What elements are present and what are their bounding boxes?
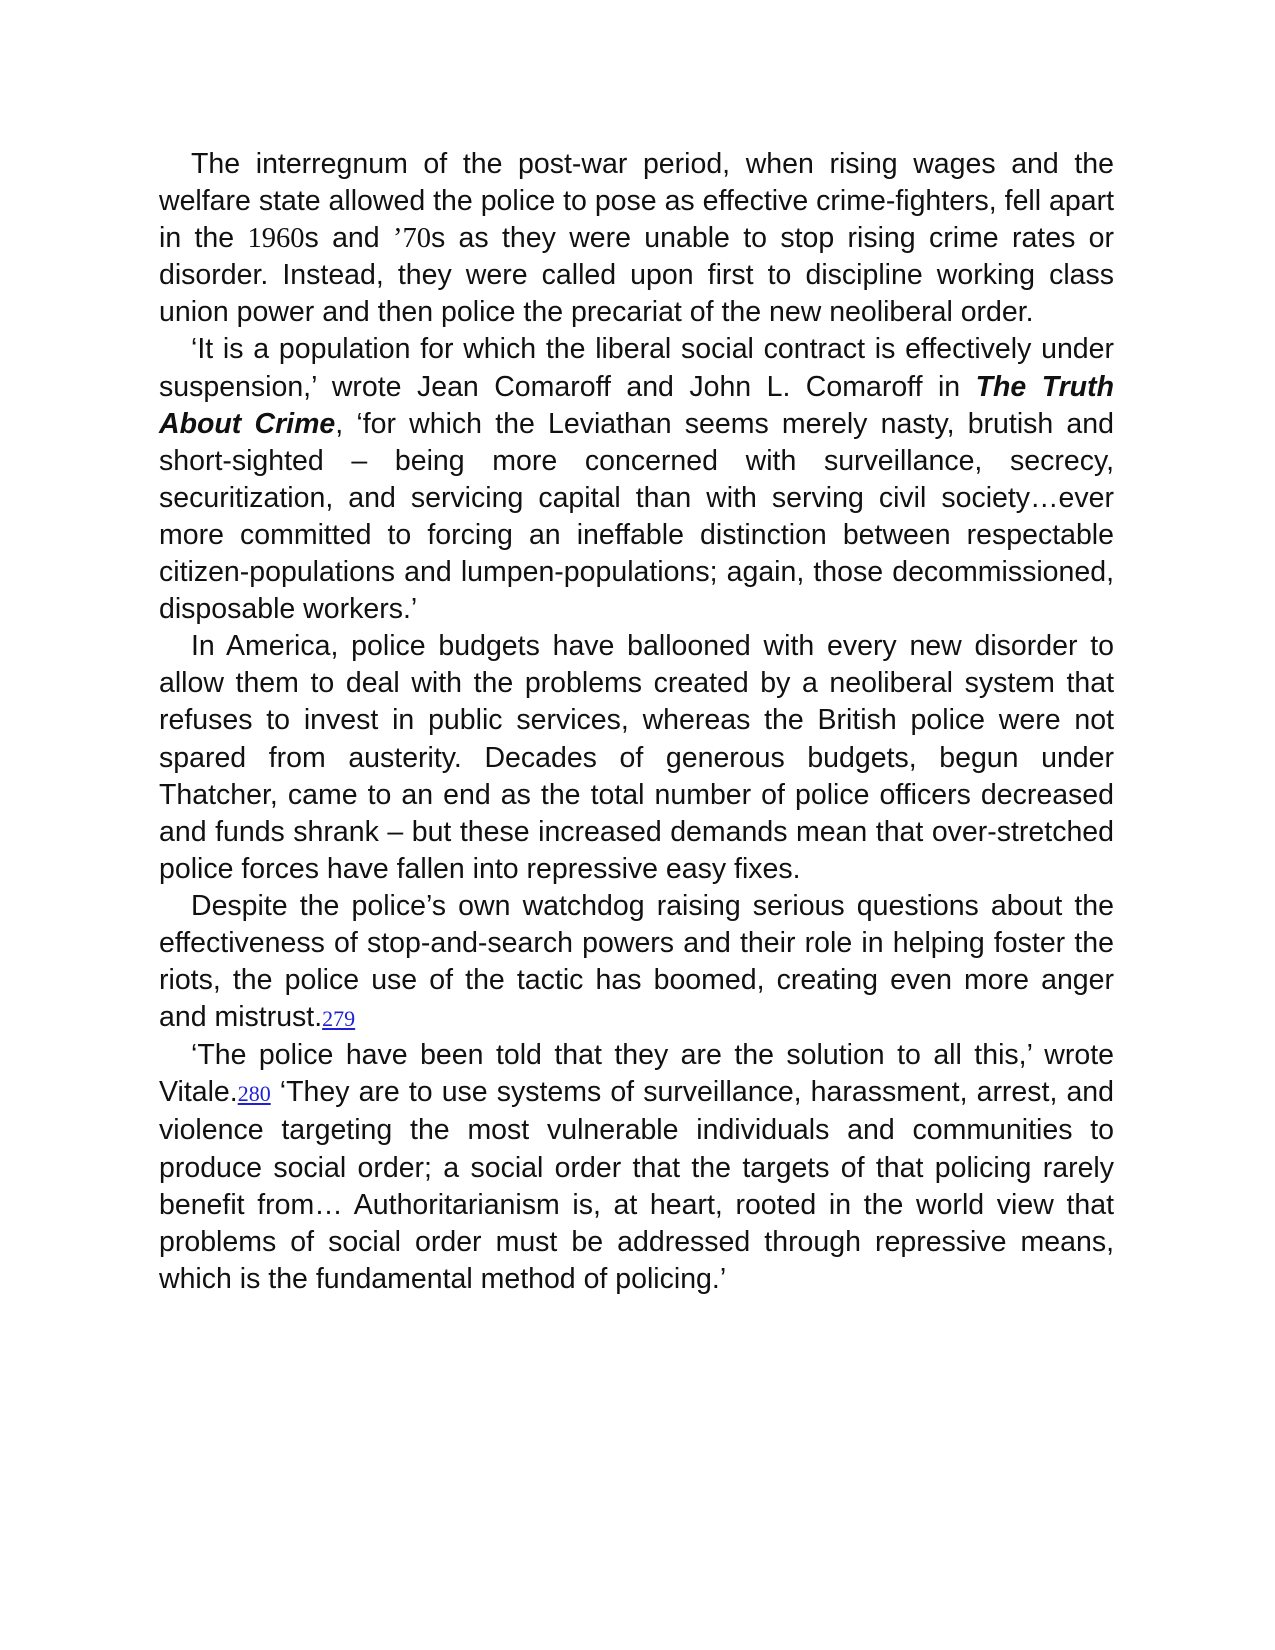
paragraph-2-text-a: ‘It is a population for which the liberal social contract is effectively under suspension,’ wrote Jean Comaroff and John L. Comaroff in xyxy=(159,333,1114,403)
footnote-link-279[interactable]: 279 xyxy=(322,1006,356,1032)
paragraph-4 xyxy=(159,888,1114,1037)
paragraph-1-text-a: The interregnum of the post-war period, when rising wages and the welfare state allowed the police to pose as effective crime-fighters, fell apart in the xyxy=(159,148,1114,255)
paragraph-1 xyxy=(159,146,1114,331)
paragraph-1-text-c: s as they were unable to stop rising crime rates or disorder. Instead, they were called upon first to discipline working class union power and then police the precariat of the new neoliberal order. xyxy=(159,222,1115,329)
paragraph-2-text-b: , ‘for which the Leviathan seems merely nasty, brutish and short-sighted – being more concerned with surveillance, secrecy, securitization, and servicing capital than with serving civil society…ever more committed to forcing an ineffable distinction between respectable citizen-populations and lumpen-populations; again, those decommissioned, disposable workers.’ xyxy=(159,407,1114,626)
footnote-link-280[interactable]: 280 xyxy=(237,1081,271,1107)
paragraph-3-text: In America, police budgets have ballooned with every new disorder to allow them to deal with the problems created by a neoliberal system that refuses to invest in public services, whereas the British police were not spared from austerity. Decades of generous budgets, begun under Thatcher, came to an end as the total number of police officers decreased and funds shrank – but these increased demands mean that over-stretched police forces have fallen into repressive easy fixes. xyxy=(159,630,1114,885)
paragraph-3 xyxy=(159,628,1114,888)
paragraph-1-text-b: s and xyxy=(304,222,393,255)
paragraph-5 xyxy=(159,1037,1114,1298)
paragraph-5-text-a: ‘The police have been told that they are the solution to all this,’ wrote Vitale. xyxy=(159,1039,1114,1109)
paragraph-2 xyxy=(159,331,1114,628)
document-page xyxy=(159,146,1114,1298)
decade-70: ’70 xyxy=(392,223,431,255)
book-title: The Truth About Crime xyxy=(159,370,1114,440)
decade-1960: 1960 xyxy=(247,223,305,255)
paragraph-4-text: Despite the police’s own watchdog raising serious questions about the effectiveness of stop-and-search powers and their role in helping foster the riots, the police use of the tactic has boomed, creating even more anger and mistrust. xyxy=(159,889,1114,1034)
paragraph-5-text-b: ‘They are to use systems of surveillance, harassment, arrest, and violence targeting the most vulnerable individuals and communities to produce social order; a social order that the targets of that policing rarely benefit from… Authoritarianism is, at heart, rooted in the world view that problems of social order must be addressed through repressive means, which is the fundamental method of policing.’ xyxy=(159,1076,1114,1295)
